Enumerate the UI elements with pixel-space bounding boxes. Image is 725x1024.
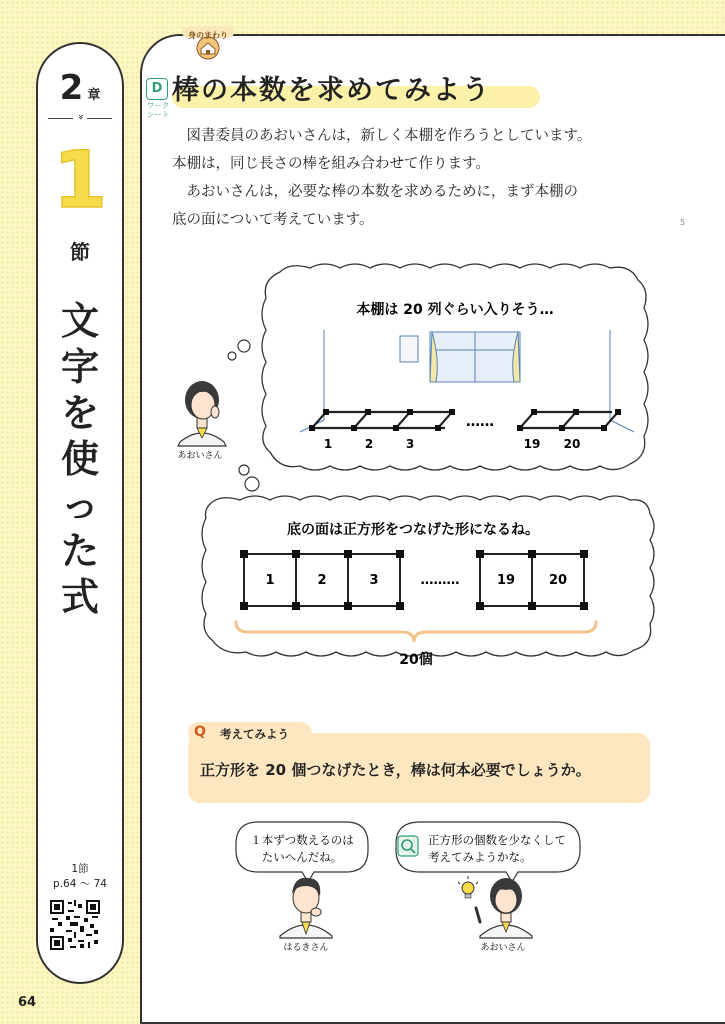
illustration (140, 260, 660, 680)
chapter-number: 2 章 (59, 68, 101, 108)
bottom-dialog (228, 818, 608, 958)
square-bubble-text: 底の面は正方形をつなげた形になるね。 (287, 522, 539, 538)
speaker-name: あおいさん (177, 451, 223, 461)
thought-bubble-text: 本棚は 20 列ぐらい入りそう… (356, 302, 554, 318)
question-text: 正方形を 20 個つなげたとき，棒は何本必要でしょうか。 (200, 761, 591, 779)
qr-code-icon[interactable] (50, 900, 100, 950)
intro-line: 図書委員のあおいさんは，新しく本棚を作ろうとしています。 (172, 128, 592, 144)
shelf-label: 1 (323, 437, 333, 451)
page-title: 棒の本数を求めてみよう (172, 75, 491, 106)
line-marker: 5 (680, 218, 686, 227)
section-title: 文 字 を 使 っ た 式 (60, 299, 99, 619)
square-label: 1 (265, 573, 275, 588)
worksheet-badge[interactable]: D (146, 78, 168, 100)
intro-paragraph (172, 122, 591, 234)
aoi2-name: あおいさん (480, 943, 526, 953)
page-number: 64 (18, 995, 37, 1010)
shelf-label: 2 (364, 437, 374, 451)
section-number: 1 (52, 136, 108, 226)
haruki-line1: １本ずつ数えるのは (250, 833, 354, 847)
shelf-label: 19 (523, 437, 541, 451)
section-pages: 1節 p.64 ～ 74 (53, 863, 107, 890)
square-label: 20 (548, 573, 568, 588)
section-suffix: 節 (70, 240, 90, 264)
square-label: 2 (317, 573, 327, 588)
square-ellipsis: ……… (420, 573, 460, 588)
magnifier-icon (398, 836, 418, 856)
intro-line: 本棚は，同じ長さの棒を組み合わせて作ります。 (172, 156, 490, 172)
chevron-down-icon: » (75, 113, 86, 121)
question-label: 考えてみよう (220, 727, 289, 741)
q-icon: Q (194, 724, 206, 740)
aoi-line2: 考えてみようかな。 (428, 850, 532, 864)
square-label: 19 (496, 573, 516, 588)
shelf-ellipsis: …… (466, 414, 494, 430)
worksheet-label[interactable]: ワーク シート (146, 101, 170, 119)
square-label: 3 (369, 573, 379, 588)
aoi-character (178, 381, 226, 446)
haruki-line2: たいへんだね。 (261, 850, 343, 864)
aoi-character-2 (458, 876, 532, 938)
category-label: 身のまわり (188, 31, 228, 40)
shelf-label: 20 (563, 437, 581, 451)
shelf-label: 3 (405, 437, 415, 451)
square-count: 20個 (399, 652, 433, 668)
haruki-character (280, 878, 332, 938)
intro-line: 底の面について考えています。 (172, 212, 374, 228)
aoi-line1: 正方形の個数を少なくして (428, 833, 566, 847)
intro-line: あおいさんは，必要な棒の本数を求めるために，まず本棚の (172, 184, 578, 200)
chapter-side-tab (36, 42, 124, 984)
haruki-name: はるきさん (283, 943, 329, 953)
